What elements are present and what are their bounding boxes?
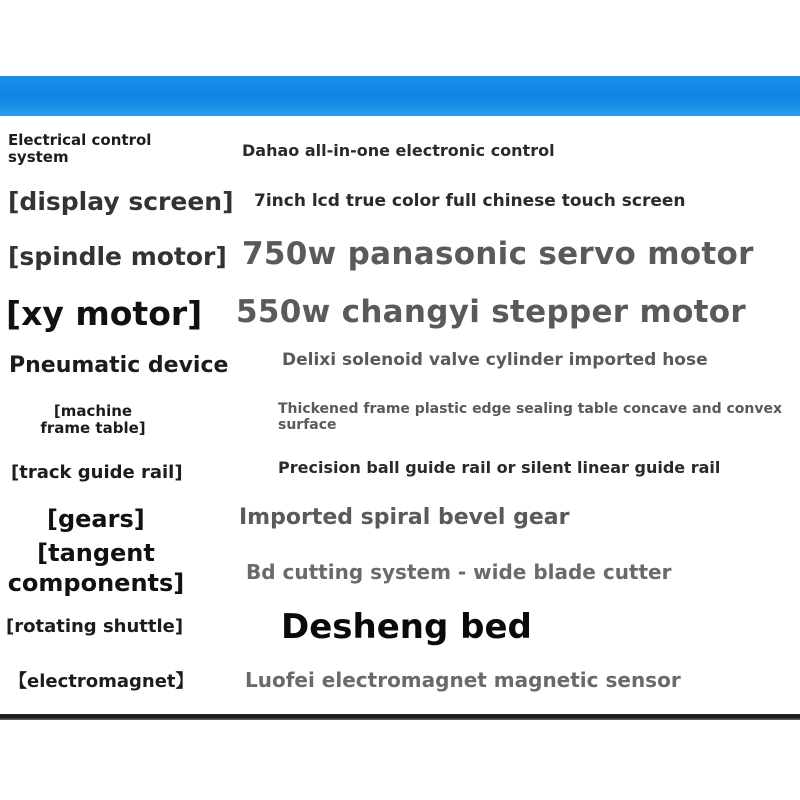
- spec-label: Electrical control system: [8, 131, 152, 166]
- spec-value: Bd cutting system - wide blade cutter: [246, 560, 672, 584]
- bottom-divider: [0, 714, 800, 720]
- spec-label: [rotating shuttle]: [6, 616, 184, 637]
- spec-value: Luofei electromagnet magnetic sensor: [245, 668, 681, 692]
- spec-value: Precision ball guide rail or silent linear guide rail: [278, 458, 721, 477]
- spec-value: 750w panasonic servo motor: [242, 236, 754, 272]
- spec-label: [xy motor]: [6, 294, 203, 333]
- spec-label: [display screen]: [8, 187, 234, 216]
- spec-value: 550w changyi stepper motor: [236, 294, 746, 330]
- spec-label: [track guide rail]: [11, 462, 183, 483]
- spec-label: [machine frame table]: [40, 402, 146, 437]
- spec-label: [spindle motor]: [8, 242, 227, 271]
- spec-label: [tangent components]: [7, 539, 185, 597]
- header-bar: [0, 76, 800, 116]
- spec-label: 【electromagnet】: [9, 671, 194, 692]
- spec-value: Thickened frame plastic edge sealing table concave and convex surface: [278, 401, 783, 433]
- spec-label: [gears]: [47, 505, 145, 533]
- spec-value: Imported spiral bevel gear: [239, 505, 570, 530]
- spec-value: 7inch lcd true color full chinese touch screen: [254, 191, 686, 211]
- spec-value: Dahao all-in-one electronic control: [242, 141, 555, 160]
- spec-value: Delixi solenoid valve cylinder imported hose: [282, 350, 708, 370]
- spec-label: Pneumatic device: [9, 353, 229, 378]
- spec-value: Desheng bed: [281, 607, 532, 647]
